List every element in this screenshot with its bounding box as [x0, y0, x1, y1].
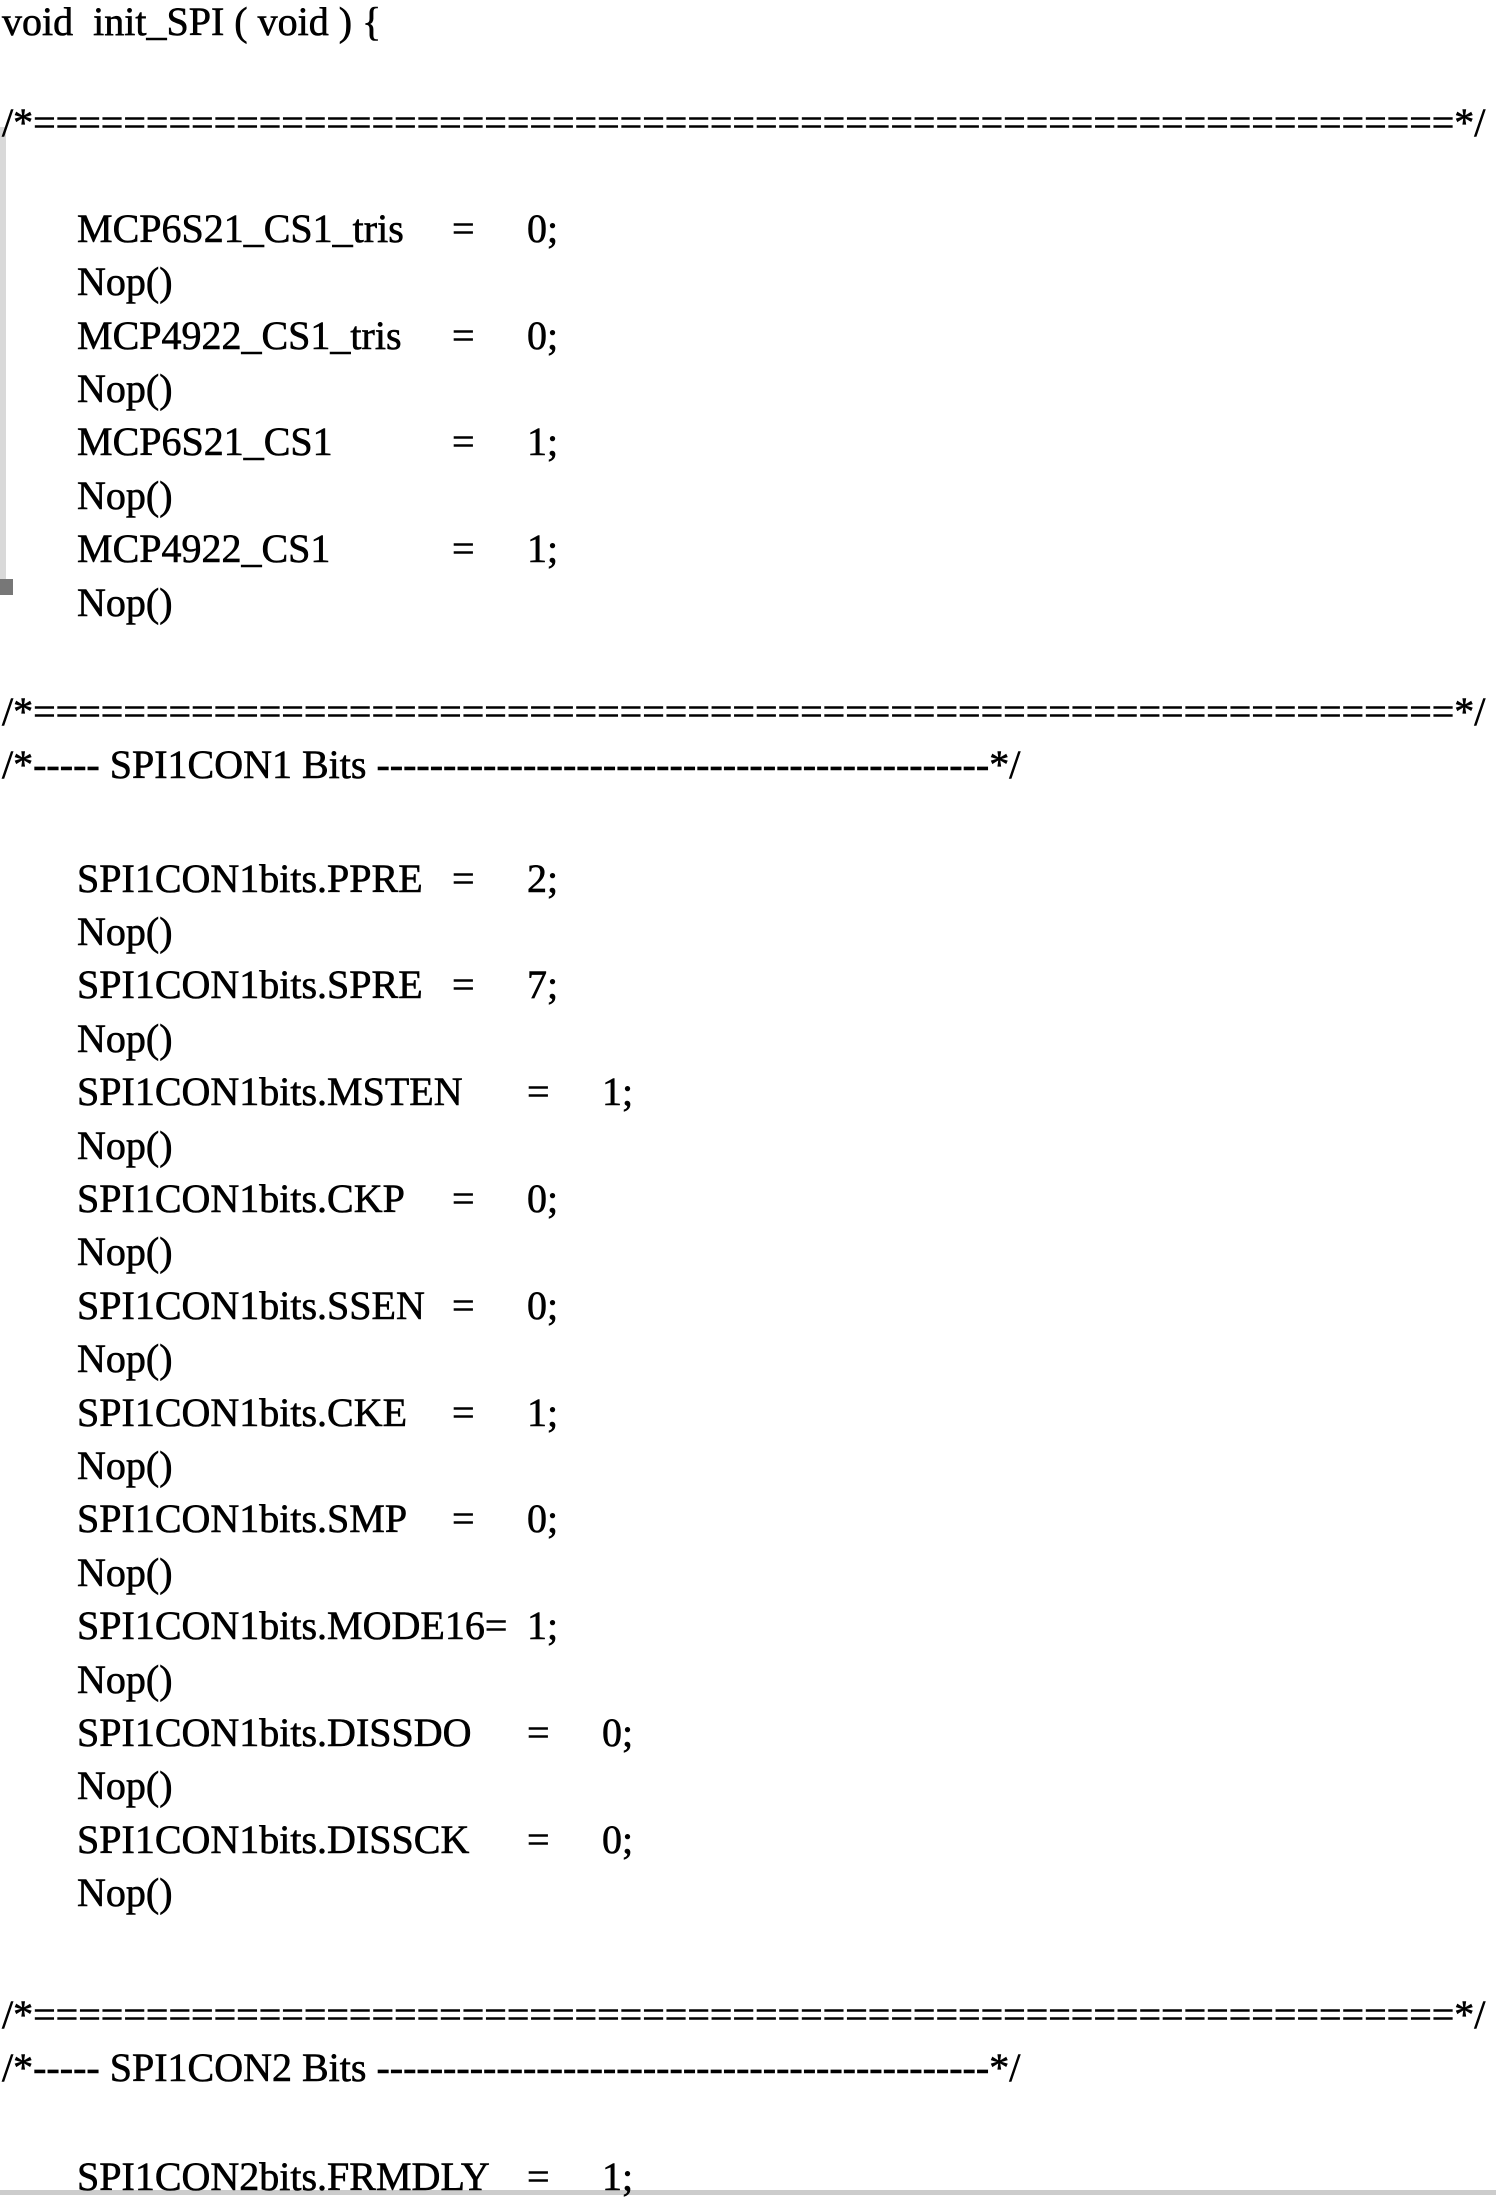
comment-line: /*===============================================================*/ — [2, 1991, 1486, 2037]
blank-gap — [2, 150, 1496, 202]
code-line: Nop() — [2, 1336, 173, 1382]
comment-line: /*----- SPI1CON1 Bits ----------------------------------------------*/ — [2, 742, 1021, 788]
code-line: MCP4922_CS1_tris = 0; — [2, 312, 559, 358]
code-line: Nop() — [2, 365, 173, 411]
code-line: Nop() — [2, 1656, 173, 1702]
code-line: SPI1CON2bits.FRMDLY = 1; — [2, 2154, 634, 2200]
code-line: SPI1CON1bits.SPRE = 7; — [2, 962, 559, 1008]
code-line: SPI1CON1bits.DISSCK = 0; — [2, 1816, 634, 1862]
code-line: Nop() — [2, 1229, 173, 1275]
blank-gap — [2, 792, 1496, 852]
code-line: SPI1CON1bits.PPRE = 2; — [2, 855, 559, 901]
code-line: Nop() — [2, 579, 173, 625]
code-line: SPI1CON1bits.MODE16= 1; — [2, 1603, 559, 1649]
code-line: Nop() — [2, 1763, 173, 1809]
blank-gap — [2, 1920, 1496, 1988]
code-line: MCP6S21_CS1_tris = 0; — [2, 205, 559, 251]
code-line: Nop() — [2, 909, 173, 955]
code-line: MCP6S21_CS1 = 1; — [2, 419, 559, 465]
blank-gap — [2, 629, 1496, 685]
code-line: Nop() — [2, 1122, 173, 1168]
code-line: Nop() — [2, 259, 173, 305]
code-line: SPI1CON1bits.CKP = 0; — [2, 1176, 559, 1222]
blank-gap — [2, 48, 1496, 96]
comment-line: /*----- SPI1CON2 Bits ----------------------------------------------*/ — [2, 2044, 1021, 2090]
code-line: MCP4922_CS1 = 1; — [2, 526, 559, 572]
code-line: SPI1CON1bits.MSTEN = 1; — [2, 1069, 634, 1115]
code-line: Nop() — [2, 1442, 173, 1488]
code-line: SPI1CON1bits.SMP = 0; — [2, 1496, 559, 1542]
code-line: SPI1CON1bits.CKE = 1; — [2, 1389, 559, 1435]
code-line: Nop() — [2, 472, 173, 518]
code-line: SPI1CON1bits.DISSDO = 0; — [2, 1709, 634, 1755]
comment-line: /*===============================================================*/ — [2, 100, 1486, 146]
code-line: Nop() — [2, 1870, 173, 1916]
code-line: void init_SPI ( void ) { — [2, 0, 382, 44]
comment-line: /*===============================================================*/ — [2, 688, 1486, 734]
code-line: Nop() — [2, 1015, 173, 1061]
blank-gap — [2, 2094, 1496, 2150]
code-line: SPI1CON1bits.SSEN = 0; — [2, 1282, 559, 1328]
code-line: Nop() — [2, 1549, 173, 1595]
